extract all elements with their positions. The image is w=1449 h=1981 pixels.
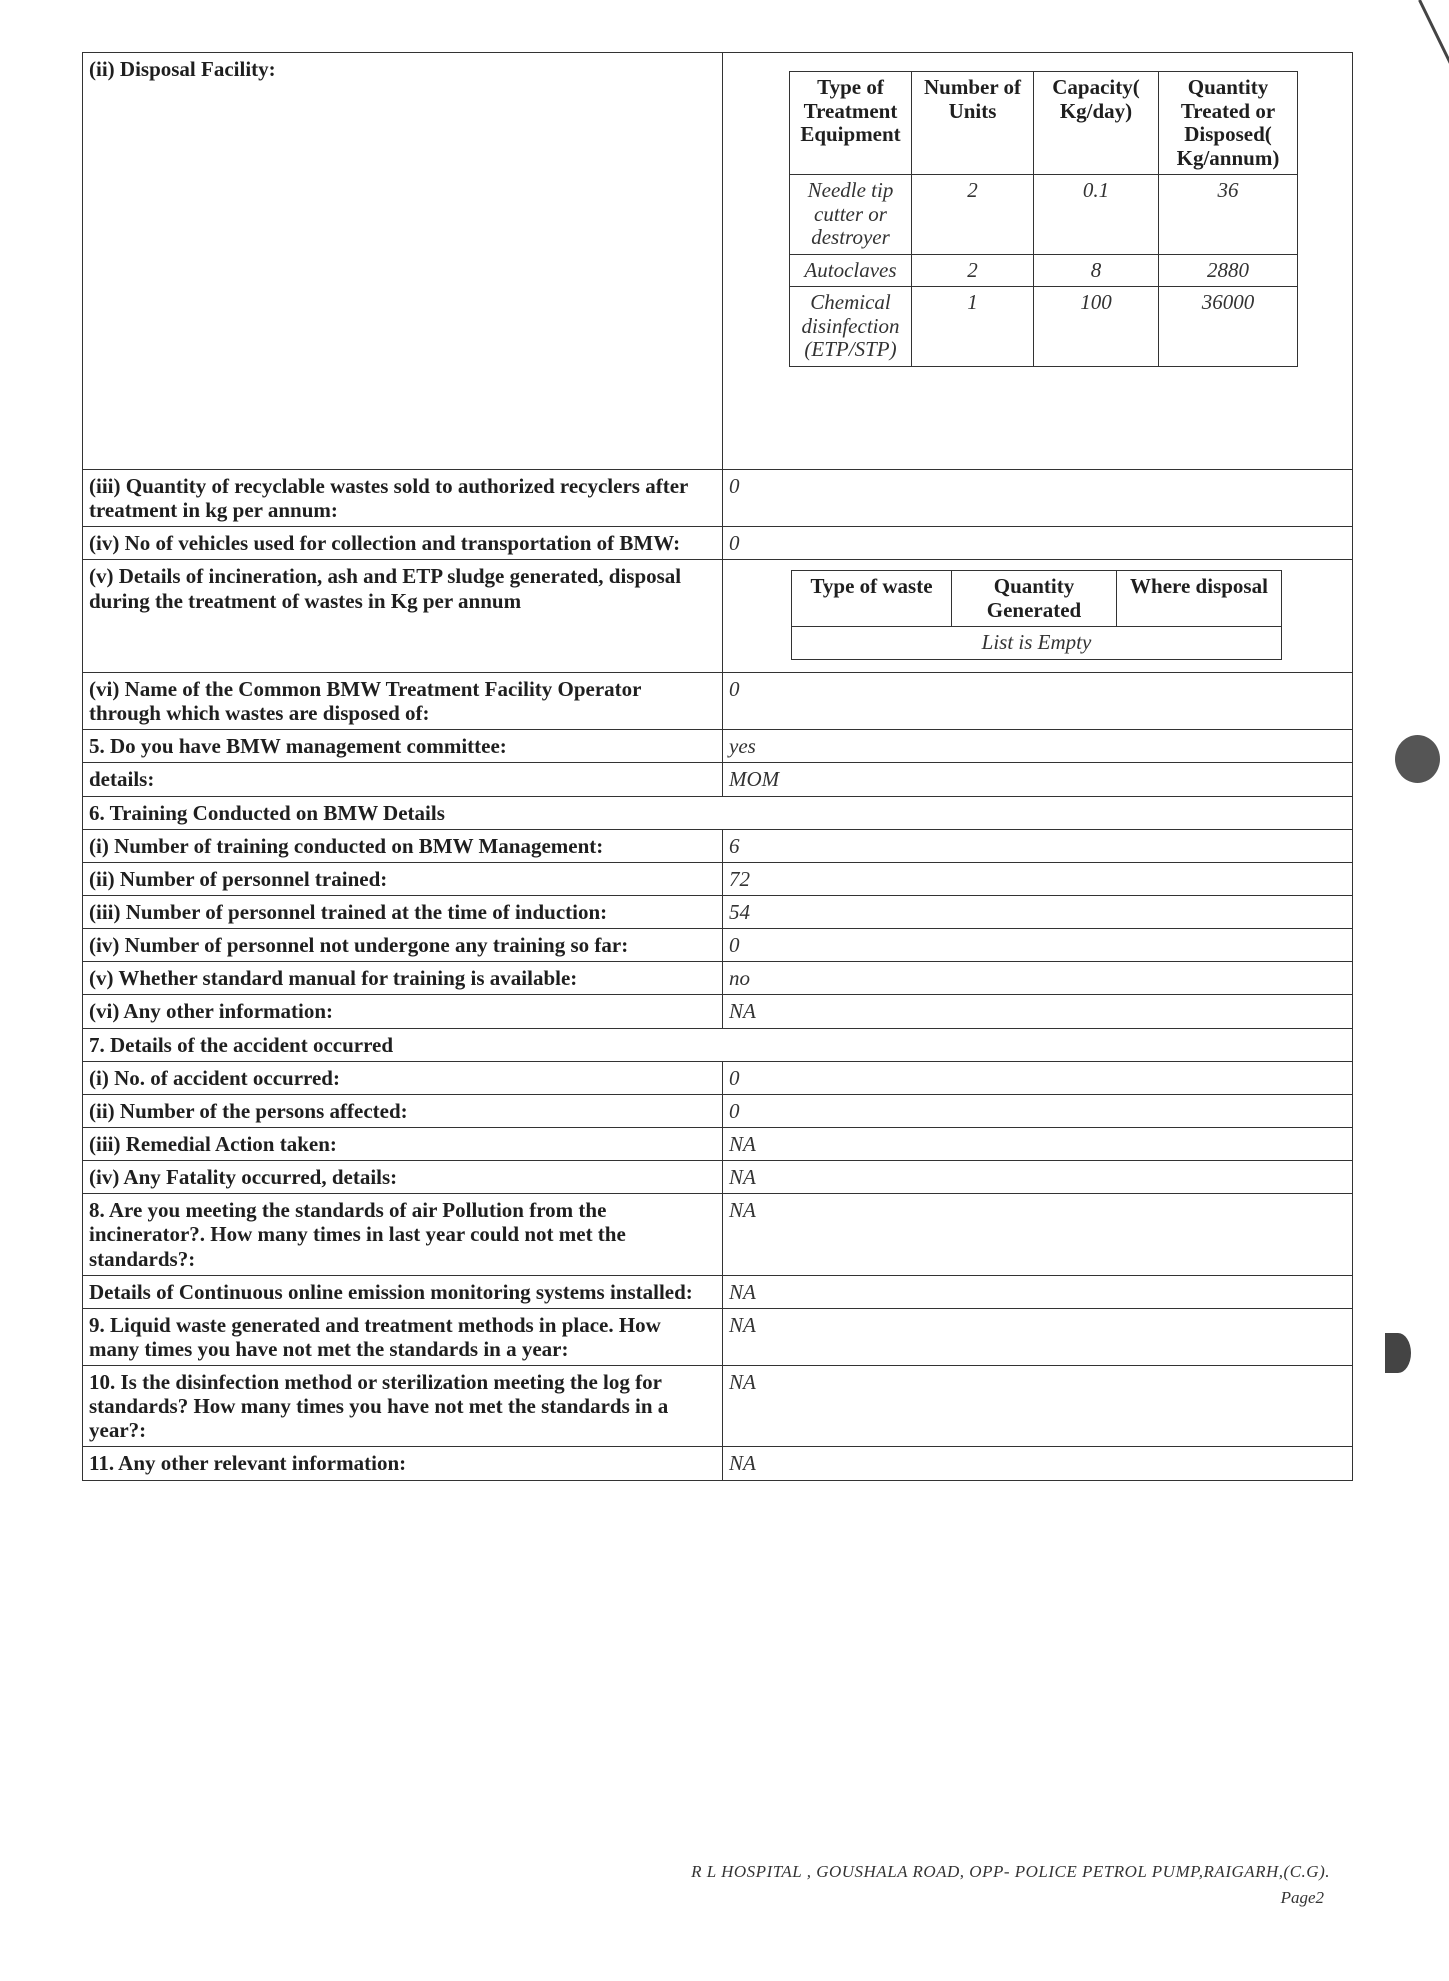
header-quantity-generated: Quantity Generated [952, 571, 1117, 627]
equipment-units: 2 [912, 175, 1034, 255]
disinfection-value: NA [723, 1366, 1353, 1447]
training-row [83, 995, 1353, 1028]
training-heading-row [83, 796, 1353, 829]
accident-row [83, 1161, 1353, 1194]
page-number: Page2 [1280, 1888, 1324, 1907]
cems-label: Details of Continuous online emission monitoring systems installed: [83, 1275, 723, 1308]
header-units: Number of Units [912, 72, 1034, 175]
details-label: details: [83, 763, 723, 796]
training-label: (vi) Any other information: [83, 995, 723, 1028]
accident-label: (iv) Any Fatality occurred, details: [83, 1161, 723, 1194]
other-info-label: 11. Any other relevant information: [83, 1447, 723, 1480]
cbwtf-label: (vi) Name of the Common BMW Treatment Facility Operator through which wastes are disposed of: [83, 672, 723, 729]
accident-row [83, 1094, 1353, 1127]
equipment-type: Needle tip cutter or destroyer [790, 175, 912, 255]
disposal-facility-label: (ii) Disposal Facility: [83, 53, 723, 470]
equipment-row [790, 287, 1298, 367]
training-label: (iii) Number of personnel trained at the time of induction: [83, 895, 723, 928]
incineration-label: (v) Details of incineration, ash and ETP sludge generated, disposal during the treatment of wastes in Kg per annum [83, 560, 723, 673]
accident-row [83, 1127, 1353, 1160]
committee-row [83, 730, 1353, 763]
accident-value: NA [723, 1127, 1353, 1160]
equipment-quantity: 2880 [1159, 254, 1298, 287]
incineration-row [83, 560, 1353, 673]
liquid-waste-row [83, 1308, 1353, 1365]
header-type: Type of Treatment Equipment [790, 72, 912, 175]
header-waste-type: Type of waste [792, 571, 952, 627]
vehicles-value: 0 [723, 527, 1353, 560]
accident-row [83, 1061, 1353, 1094]
recyclable-row [83, 470, 1353, 527]
incineration-table [791, 570, 1282, 660]
accident-value: NA [723, 1161, 1353, 1194]
accident-label: (iii) Remedial Action taken: [83, 1127, 723, 1160]
equipment-quantity: 36000 [1159, 287, 1298, 367]
training-heading: 6. Training Conducted on BMW Details [83, 796, 1353, 829]
accident-value: 0 [723, 1061, 1353, 1094]
accident-label: (ii) Number of the persons affected: [83, 1094, 723, 1127]
vehicles-label: (iv) No of vehicles used for collection and transportation of BMW: [83, 527, 723, 560]
committee-value: yes [723, 730, 1353, 763]
air-pollution-row [83, 1194, 1353, 1275]
training-value: 0 [723, 929, 1353, 962]
training-value: no [723, 962, 1353, 995]
equipment-quantity: 36 [1159, 175, 1298, 255]
header-quantity: Quantity Treated or Disposed( Kg/annum) [1159, 72, 1298, 175]
vehicles-row [83, 527, 1353, 560]
accident-label: (i) No. of accident occurred: [83, 1061, 723, 1094]
training-row [83, 862, 1353, 895]
ink-blot-mark [1395, 735, 1440, 783]
recyclable-label: (iii) Quantity of recyclable wastes sold to authorized recyclers after treatment in kg per annum: [83, 470, 723, 527]
equipment-units: 2 [912, 254, 1034, 287]
training-row [83, 929, 1353, 962]
page-edge-mark [1418, 0, 1449, 100]
training-row [83, 895, 1353, 928]
accident-heading: 7. Details of the accident occurred [83, 1028, 1353, 1061]
cems-row [83, 1275, 1353, 1308]
cems-value: NA [723, 1275, 1353, 1308]
disposal-facility-row [83, 53, 1353, 470]
training-value: NA [723, 995, 1353, 1028]
cbwtf-value: 0 [723, 672, 1353, 729]
equipment-capacity: 100 [1034, 287, 1159, 367]
footer-address: R L HOSPITAL , GOUSHALA ROAD, OPP- POLICE PETROL PUMP,RAIGARH,(C.G). [691, 1862, 1330, 1881]
equipment-row [790, 254, 1298, 287]
air-pollution-value: NA [723, 1194, 1353, 1275]
equipment-row [790, 175, 1298, 255]
header-capacity: Capacity( Kg/day) [1034, 72, 1159, 175]
equipment-units: 1 [912, 287, 1034, 367]
ink-blot-mark [1385, 1333, 1411, 1373]
disposal-equipment-table [789, 71, 1298, 367]
disinfection-row [83, 1366, 1353, 1447]
training-row [83, 829, 1353, 862]
bmw-report-table [82, 52, 1353, 1481]
liquid-waste-label: 9. Liquid waste generated and treatment methods in place. How many times you have not met the standards in a year: [83, 1308, 723, 1365]
equipment-type: Autoclaves [790, 254, 912, 287]
training-label: (v) Whether standard manual for training is available: [83, 962, 723, 995]
air-pollution-label: 8. Are you meeting the standards of air Pollution from the incinerator?. How many times in last year could not met the standards?: [83, 1194, 723, 1275]
empty-list-text: List is Empty [792, 627, 1282, 660]
details-value: MOM [723, 763, 1353, 796]
training-value: 6 [723, 829, 1353, 862]
committee-label: 5. Do you have BMW management committee: [83, 730, 723, 763]
training-row [83, 962, 1353, 995]
training-value: 54 [723, 895, 1353, 928]
disinfection-label: 10. Is the disinfection method or sterilization meeting the log for standards? How many times you have not met the standards in a year?: [83, 1366, 723, 1447]
header-where-disposal: Where disposal [1117, 571, 1282, 627]
training-label: (ii) Number of personnel trained: [83, 862, 723, 895]
other-info-value: NA [723, 1447, 1353, 1480]
training-label: (i) Number of training conducted on BMW Management: [83, 829, 723, 862]
recyclable-value: 0 [723, 470, 1353, 527]
training-label: (iv) Number of personnel not undergone any training so far: [83, 929, 723, 962]
training-value: 72 [723, 862, 1353, 895]
equipment-type: Chemical disinfection (ETP/STP) [790, 287, 912, 367]
liquid-waste-value: NA [723, 1308, 1353, 1365]
equipment-capacity: 8 [1034, 254, 1159, 287]
equipment-capacity: 0.1 [1034, 175, 1159, 255]
other-info-row [83, 1447, 1353, 1480]
accident-heading-row [83, 1028, 1353, 1061]
accident-value: 0 [723, 1094, 1353, 1127]
details-row [83, 763, 1353, 796]
cbwtf-row [83, 672, 1353, 729]
